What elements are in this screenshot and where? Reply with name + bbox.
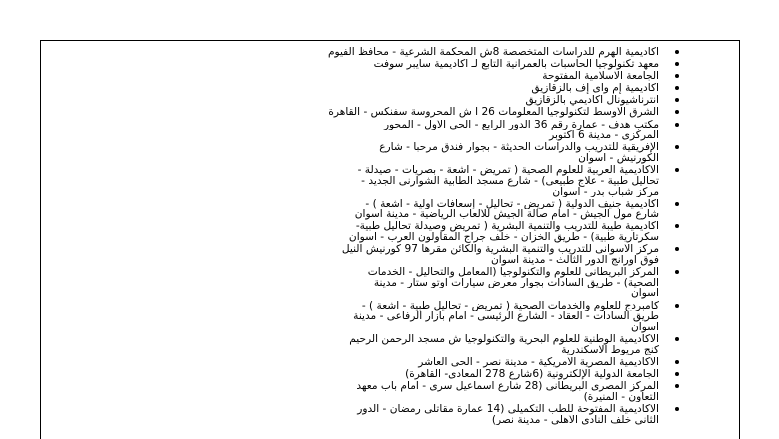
list-item-text: الجامعة الاسلامية المفتوحة [542, 71, 659, 82]
list-item-text: التعاون - المنيرة) [583, 391, 659, 403]
list-item [139, 47, 669, 58]
bullet-icon [675, 123, 679, 127]
list-item [139, 83, 669, 94]
bullet-icon [675, 384, 679, 388]
list-item [139, 357, 669, 368]
list-item-text: مركز شباب بدر - أسوان [552, 186, 659, 198]
list-item-text: الثانى خلف النادى الأهلى - مدينة نصر) [491, 414, 659, 426]
institutions-list [139, 47, 669, 427]
list-item-text: أسوان [630, 288, 659, 300]
bullet-icon [675, 372, 679, 376]
list-item [139, 142, 669, 163]
list-item-text: أسوان [630, 321, 659, 333]
bullet-icon [675, 407, 679, 411]
list-item-text: الشرق الأوسط لتكنولوجيا المعلومات 26 أ ش المحروسة سفنكس - القاهرة [328, 107, 659, 119]
list-item-text: معهد تكنولوجيا الحاسبات بالعمرانية التابع لـ أكاديمية سايبر سوفت [373, 59, 659, 70]
list-item [139, 369, 669, 380]
list-item-text: الكورنيش - أسوان [578, 153, 659, 164]
list-item [139, 165, 669, 197]
list-item-text: كامبردج للعلوم والخدمات الصحية ( تمريض - تحاليل طبية - أشعة ) - [361, 300, 659, 312]
list-item [139, 59, 669, 70]
bullet-icon [675, 50, 679, 54]
list-item-text: شارع مول الجيش - أمام صالة الجيش للألعاب الرياضية - مدينة أسوان [354, 209, 659, 221]
list-item [139, 199, 669, 220]
list-item [139, 404, 669, 425]
list-item-text: الأكاديمية العربية للعلوم الصحية ( تمريض - أشعة - بصريات - صيدلة - [357, 165, 659, 176]
list-item [139, 120, 669, 141]
list-item-text: الأكاديمية الوطنية للعلوم البحرية والتكنولوجيا ش مسجد الرحمن الرحيم [349, 334, 659, 345]
list-item [139, 334, 669, 355]
list-item-text: أكاديمية جنيف الدولية ( تمريض - تحاليل - إسعافات أولية - أشعة ) - [365, 198, 659, 210]
list-item-text: الأكاديمية المصرية الأمريكية - مدينة نصر - الحى العاشر [418, 356, 659, 368]
list-item-text: مكتب هدف - عمارة رقم 36 الدور الرابع - الحى الأول - المحور [383, 119, 659, 131]
list-item-text: الصحية) - طريق السادات بجوار معرض سيارات أوتو ستار - مدينة [373, 277, 659, 289]
list-item [139, 221, 669, 242]
list-item-text: الإفريقية للتدريب والدراسات الحديثة - بجوار فندق مرحبا - شارع [379, 142, 659, 154]
list-item-text: سكرتارية طبية) - طريق الخزان - خلف جراج المقاولون العرب - أسوان [348, 232, 659, 243]
list-item-text: المركزى - مدينة 6 اكتوبر [549, 130, 659, 141]
list-item-text: أكاديمية الهرم للدراسات المتخصصة 8ش المحكمة الشرعية - محافظ الفيوم [327, 47, 659, 58]
list-item-text: كنج مريوط الاسكندرية [561, 344, 659, 356]
list-item [139, 301, 669, 333]
bullet-icon [675, 360, 679, 364]
list-item-text: المركز المصرى البريطانى (28 شارع اسماعيل سرى - أمام باب معهد [356, 381, 659, 392]
list-item-text: المركز البريطانى للعلوم والتكنولوجيا (المعامل والتحاليل - الخدمات [367, 267, 659, 278]
list-item-text: الجامعة الدولية الإلكترونية (6شارع 278 المعادى- القاهرة) [405, 368, 659, 380]
list-item [139, 244, 669, 265]
list-item [139, 107, 669, 118]
list-item-text: أكاديمية طيبة للتدريب والتنمية البشرية ( تمريض وصيدلة تحاليل طبية- [355, 221, 659, 233]
list-item-text: مركز الأسوانى للتدريب والتنمية البشرية والكائن مقرها 97 كورنيش النيل [341, 244, 659, 255]
list-item [139, 95, 669, 106]
list-item [139, 381, 669, 402]
bullet-icon [675, 202, 679, 206]
list-item-text: فوق أورانج الدور الثالث - مدينة أسوان [491, 254, 659, 266]
list-item [139, 267, 669, 299]
list-item-text: تحاليل طبية - علاج طبيعى) - شارع مسجد الطابية الشوارنى الجديد - [361, 175, 659, 187]
list-item [139, 71, 669, 82]
list-item-text: انترناشيونال أكاديمي بالزقازيق [525, 95, 659, 107]
list-item-text: الأكاديمية المفتوحة للطب التكميلى (14 عمارة مقاتلى رمضان - الدور [357, 403, 659, 415]
list-item-text: طريق السادات - العقاد - الشارع الرئيسى - امام بازار الرفاعى - مدينة [353, 311, 659, 322]
list-item-text: أكاديمية إم واى إف بالزقازيق [531, 83, 659, 94]
bullet-icon [675, 304, 679, 308]
